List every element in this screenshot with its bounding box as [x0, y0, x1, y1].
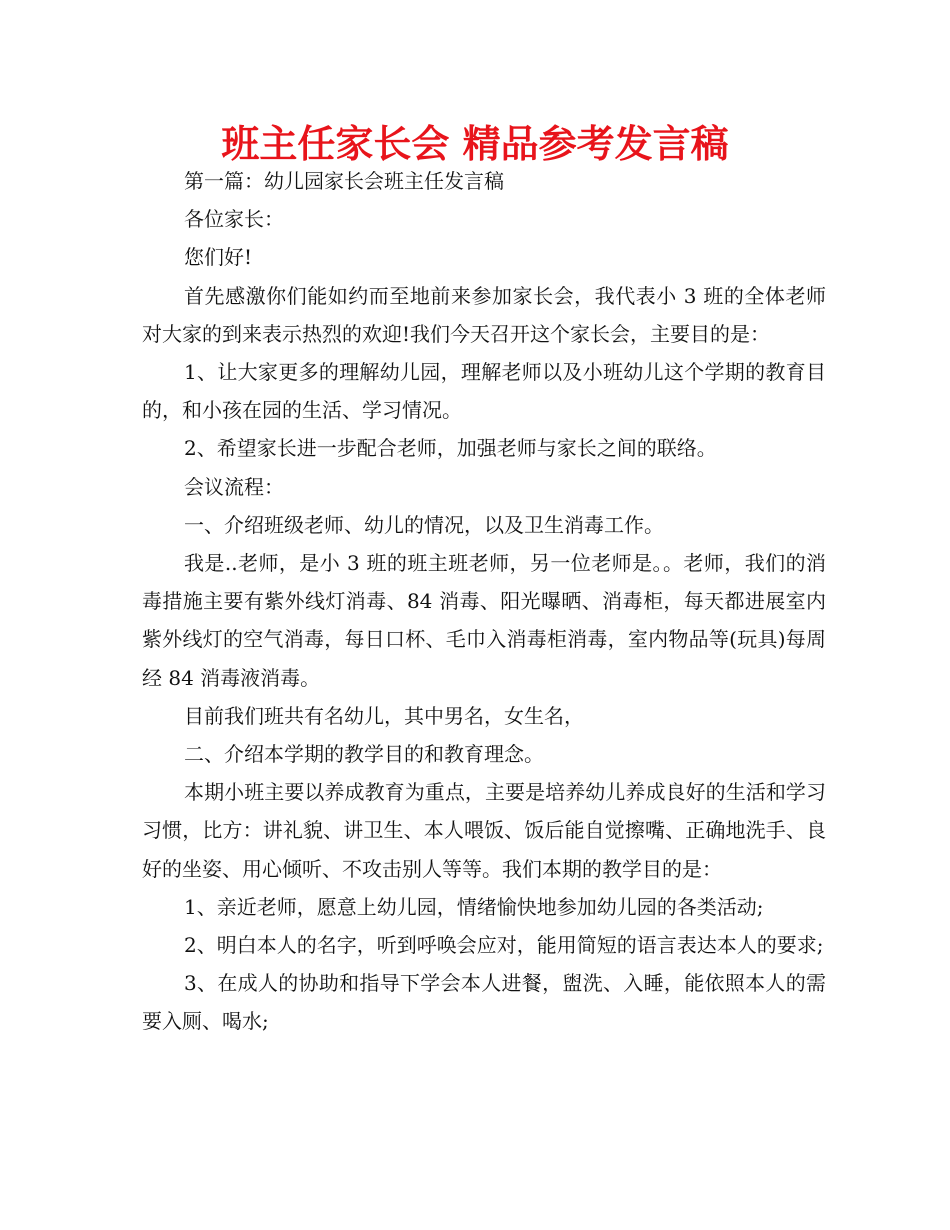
paragraph-section-heading: 第一篇：幼儿园家长会班主任发言稿 [184, 169, 504, 193]
paragraph-agenda-1: 一、介绍班级老师、幼儿的情况，以及卫生消毒工作。 [184, 512, 664, 537]
paragraph-class-size: 目前我们班共有名幼儿，其中男名，女生名， [184, 703, 584, 728]
document-body [142, 162, 826, 1041]
paragraph-agenda-2: 二、介绍本学期的教学目的和教育理念。 [184, 742, 544, 767]
paragraph-goal-1: 1、亲近老师，愿意上幼儿园，情绪愉快地参加幼儿园的各类活动; [184, 894, 764, 919]
document-title: 班主任家长会 精品参考发言稿 [221, 122, 729, 166]
paragraph-purpose-1: 1、让大家更多的理解幼儿园，理解老师以及小班幼儿这个学期的教育目的，和小孩在园的生活、学习情况。 [142, 360, 826, 423]
paragraph-welcome: 首先感激你们能如约而至地前来参加家长会，我代表小 3 班的全体老师对大家的到来表示热烈的欢迎!我们今天召开这个家长会，主要目的是： [142, 283, 826, 346]
paragraph-agenda-heading: 会议流程： [184, 474, 284, 499]
paragraph-greeting: 您们好! [184, 245, 253, 270]
paragraph-disinfection: 我是..老师，是小 3 班的班主班老师，另一位老师是。。老师，我们的消毒措施主要有紫外线灯消毒、84 消毒、阳光曝晒、消毒柜，每天都进展室内紫外线灯的空气消毒，每日口杯、毛巾入消毒柜消毒，室内物品等(玩具)每周经 84 消毒液消毒。 [142, 551, 826, 690]
paragraph-purpose-2: 2、希望家长进一步配合老师，加强老师与家长之间的联络。 [184, 436, 717, 461]
paragraph-salutation: 各位家长： [184, 207, 284, 232]
paragraph-habits: 本期小班主要以养成教育为重点，主要是培养幼儿养成良好的生活和学习习惯，比方：讲礼貌、讲卫生、本人喂饭、饭后能自觉擦嘴、正确地洗手、良好的坐姿、用心倾听、不攻击别人等等。我们本期的教学目的是： [142, 780, 826, 881]
paragraph-goal-3: 3、在成人的协助和指导下学会本人进餐，盥洗、入睡，能依照本人的需要入厕、喝水; [142, 971, 826, 1034]
paragraph-goal-2: 2、明白本人的名字，听到呼唤会应对，能用简短的语言表达本人的要求; [184, 933, 824, 958]
